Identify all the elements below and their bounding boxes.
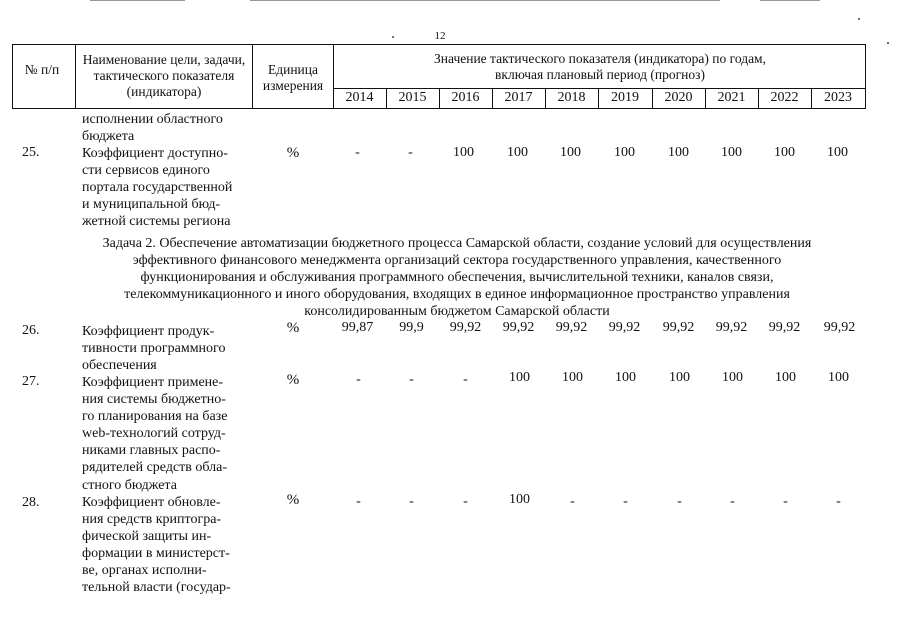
row-name-line: портала государственной: [82, 180, 233, 196]
scan-dot: [887, 42, 889, 44]
year-header: 2018: [557, 90, 586, 105]
header-num: № п/п: [24, 62, 60, 77]
row-name: [82, 323, 247, 374]
row-name-line: никами главных распо-: [82, 443, 221, 459]
row-value: -: [408, 145, 413, 160]
row-value: 99,92: [449, 320, 482, 335]
row-value: -: [623, 494, 628, 509]
row-value: 100: [827, 145, 848, 160]
row-name: [82, 374, 247, 494]
row-value: 100: [774, 145, 795, 160]
row-name: [82, 145, 247, 230]
year-header: 2014: [345, 90, 374, 105]
row-name-line: тельной власти (государ-: [82, 580, 231, 596]
top-rule: [90, 0, 185, 1]
header-values-title-1: Значение тактического показателя (индикатора) по годам,: [434, 51, 766, 66]
year-header: 2020: [664, 90, 693, 105]
year-header: 2021: [717, 90, 746, 105]
row-value: 100: [453, 145, 474, 160]
row-number: 27.: [22, 374, 40, 389]
header-name: Наименование цели, задачи, тактического показателя (индикатора): [82, 52, 246, 99]
row-value: -: [463, 372, 468, 387]
row-value: 100: [722, 370, 743, 385]
row-name-line: формации в министерст-: [82, 546, 230, 562]
row-unit: %: [286, 492, 300, 508]
top-rule: [250, 0, 720, 1]
row-name-line: Коэффициент примене-: [82, 375, 224, 390]
row-value: 100: [668, 145, 689, 160]
row-number: 26.: [22, 323, 40, 338]
continuation-line: бюджета: [82, 129, 135, 145]
row-value: 100: [562, 370, 583, 385]
row-name-line: и муниципальной бюд-: [82, 197, 221, 213]
row-value: 99,92: [662, 320, 695, 335]
row-unit: %: [286, 145, 300, 161]
row-value: 99,92: [715, 320, 748, 335]
task-line: консолидированным бюджетом Самарской области: [304, 304, 610, 319]
row-value: 99,9: [399, 320, 424, 335]
row-name-line: ве, органах исполни-: [82, 563, 207, 579]
scan-dot: [858, 18, 860, 20]
row-value: -: [463, 494, 468, 509]
row-number: 25.: [22, 145, 40, 160]
page-number: 12: [434, 30, 446, 42]
year-header: 2016: [451, 90, 480, 105]
row-name-line: го планирования на базе: [82, 409, 228, 425]
top-rule: [760, 0, 820, 1]
row-value: -: [677, 494, 682, 509]
year-header: 2023: [824, 90, 852, 105]
task-line: функционирования и обслуживания программного обеспечения, вычислительной техники, каналов связи,: [140, 270, 774, 285]
header-values-title-2: включая плановый период (прогноз): [495, 67, 705, 82]
header-unit: Единица измерения: [262, 62, 324, 93]
row-value: 100: [509, 492, 530, 507]
row-unit: %: [286, 320, 300, 336]
row-value: 100: [669, 370, 690, 385]
row-value: 100: [721, 145, 742, 160]
row-value: 99,92: [823, 320, 856, 335]
row-value: 99,92: [555, 320, 588, 335]
row-value: -: [570, 494, 575, 509]
row-number: 28.: [22, 495, 40, 510]
row-name-line: тивности программного: [82, 341, 226, 357]
row-name-line: ния системы бюджетно-: [82, 392, 226, 408]
row-name-line: Коэффициент доступно-: [82, 146, 228, 161]
row-value: 99,92: [502, 320, 535, 335]
task-line: эффективного финансового менеджмента организаций сектора государственного управления, качественного: [132, 253, 782, 268]
row-name-line: фической защиты ин-: [82, 529, 212, 545]
continuation-text: [82, 111, 247, 145]
row-value: -: [356, 372, 361, 387]
year-header: 2017: [504, 90, 533, 105]
row-value: 100: [560, 145, 581, 160]
row-unit: %: [286, 372, 300, 388]
row-value: 100: [775, 370, 796, 385]
row-name-line: жетной системы региона: [82, 214, 231, 230]
row-name-line: ния средств криптогра-: [82, 512, 222, 528]
row-name-line: Коэффициент обновле-: [82, 495, 221, 510]
row-name: [82, 494, 247, 597]
row-name-line: web-технологий сотруд-: [82, 426, 226, 442]
continuation-line: исполнении областного: [82, 112, 223, 127]
row-name-line: Коэффициент продук-: [82, 324, 215, 339]
row-value: 100: [828, 370, 849, 385]
row-value: 100: [615, 370, 636, 385]
row-value: -: [409, 372, 414, 387]
row-value: 100: [614, 145, 635, 160]
row-name-line: сти сервисов единого: [82, 163, 210, 179]
row-value: -: [783, 494, 788, 509]
row-value: -: [356, 494, 361, 509]
row-value: -: [355, 145, 360, 160]
row-value: -: [730, 494, 735, 509]
row-name-line: рядителей средств обла-: [82, 460, 228, 476]
task-heading: [52, 235, 862, 320]
year-header: 2022: [770, 90, 799, 105]
row-value: 100: [509, 370, 530, 385]
year-header: 2015: [398, 90, 427, 105]
row-name-line: обеспечения: [82, 358, 157, 374]
row-name-line: стного бюджета: [82, 477, 177, 493]
row-value: -: [409, 494, 414, 509]
task-line: телекоммуникационного и иного оборудования, входящих в единое информационное пространство управления: [124, 287, 790, 302]
row-value: 99,92: [768, 320, 801, 335]
row-value: 100: [507, 145, 528, 160]
task-line: Задача 2. Обеспечение автоматизации бюджетного процесса Самарской области, создание условий для осуществления: [102, 236, 812, 251]
row-value: -: [836, 494, 841, 509]
row-value: 99,87: [341, 320, 374, 335]
row-value: 99,92: [608, 320, 641, 335]
year-header: 2019: [611, 90, 639, 105]
